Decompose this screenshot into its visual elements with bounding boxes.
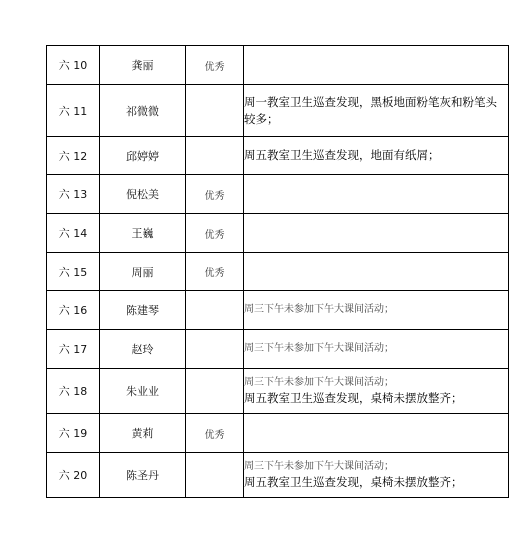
- table-row: [47, 85, 509, 137]
- class-cell: 六 19: [47, 414, 100, 453]
- remark-cell: [244, 46, 509, 85]
- class-cell: 六 10: [47, 46, 100, 85]
- table-row: [47, 175, 509, 214]
- remark-cell: [244, 175, 509, 214]
- remark-cell: [244, 291, 509, 330]
- grade-cell: 优秀: [186, 175, 244, 214]
- class-cell: 六 15: [47, 253, 100, 291]
- remark-inspection-text: 周五教室卫生巡查发现，桌椅未摆放整齐；: [244, 474, 463, 489]
- table-row: [47, 46, 509, 85]
- remark-cell: [244, 414, 509, 453]
- table-row: [47, 137, 509, 175]
- teacher-name-cell: 周丽: [100, 253, 186, 291]
- remark-cell: [244, 85, 509, 137]
- table-body: [47, 46, 509, 498]
- teacher-name-cell: 陈圣丹: [100, 453, 186, 498]
- class-cell: 六 18: [47, 369, 100, 414]
- class-cell: 六 13: [47, 175, 100, 214]
- teacher-name-cell: 邱婷婷: [100, 137, 186, 175]
- class-cell: 六 11: [47, 85, 100, 137]
- teacher-name-cell: 祁微微: [100, 85, 186, 137]
- table-row: [47, 414, 509, 453]
- remark-cell: [244, 137, 509, 175]
- grade-cell: [186, 137, 244, 175]
- teacher-name-cell: 赵玲: [100, 330, 186, 369]
- table-row: [47, 214, 509, 253]
- grade-cell: [186, 369, 244, 414]
- remark-inspection-text: 周一教室卫生巡查发现，黑板地面粉笔灰和粉笔头较多；: [244, 94, 497, 126]
- class-cell: 六 12: [47, 137, 100, 175]
- remark-inspection-text: 周五教室卫生巡查发现，地面有纸屑；: [244, 148, 440, 162]
- table-row: [47, 330, 509, 369]
- teacher-name-cell: 倪松美: [100, 175, 186, 214]
- remark-cell: [244, 453, 509, 498]
- remark-activity-text: 周三下午未参加下午大课间活动；: [244, 376, 394, 388]
- class-cell: 六 16: [47, 291, 100, 330]
- remark-inspection-text: 周五教室卫生巡查发现，桌椅未摆放整齐；: [244, 390, 463, 405]
- grade-cell: [186, 330, 244, 369]
- table-row: [47, 453, 509, 498]
- remark-cell: [244, 253, 509, 291]
- remark-activity-text: 周三下午未参加下午大课间活动；: [244, 304, 394, 315]
- grade-cell: [186, 453, 244, 498]
- teacher-name-cell: 朱业业: [100, 369, 186, 414]
- teacher-name-cell: 黄莉: [100, 414, 186, 453]
- inspection-table: [46, 45, 509, 498]
- table-row: [47, 253, 509, 291]
- remark-cell: [244, 369, 509, 414]
- grade-cell: [186, 291, 244, 330]
- table-row: [47, 369, 509, 414]
- teacher-name-cell: 王巍: [100, 214, 186, 253]
- remark-cell: [244, 330, 509, 369]
- table-row: [47, 291, 509, 330]
- grade-cell: 优秀: [186, 214, 244, 253]
- teacher-name-cell: 龚丽: [100, 46, 186, 85]
- remark-activity-text: 周三下午未参加下午大课间活动；: [244, 343, 394, 354]
- remark-activity-text: 周三下午未参加下午大课间活动；: [244, 460, 394, 472]
- class-cell: 六 17: [47, 330, 100, 369]
- grade-cell: [186, 85, 244, 137]
- class-cell: 六 20: [47, 453, 100, 498]
- class-cell: 六 14: [47, 214, 100, 253]
- teacher-name-cell: 陈建琴: [100, 291, 186, 330]
- grade-cell: 优秀: [186, 253, 244, 291]
- grade-cell: 优秀: [186, 414, 244, 453]
- grade-cell: 优秀: [186, 46, 244, 85]
- remark-cell: [244, 214, 509, 253]
